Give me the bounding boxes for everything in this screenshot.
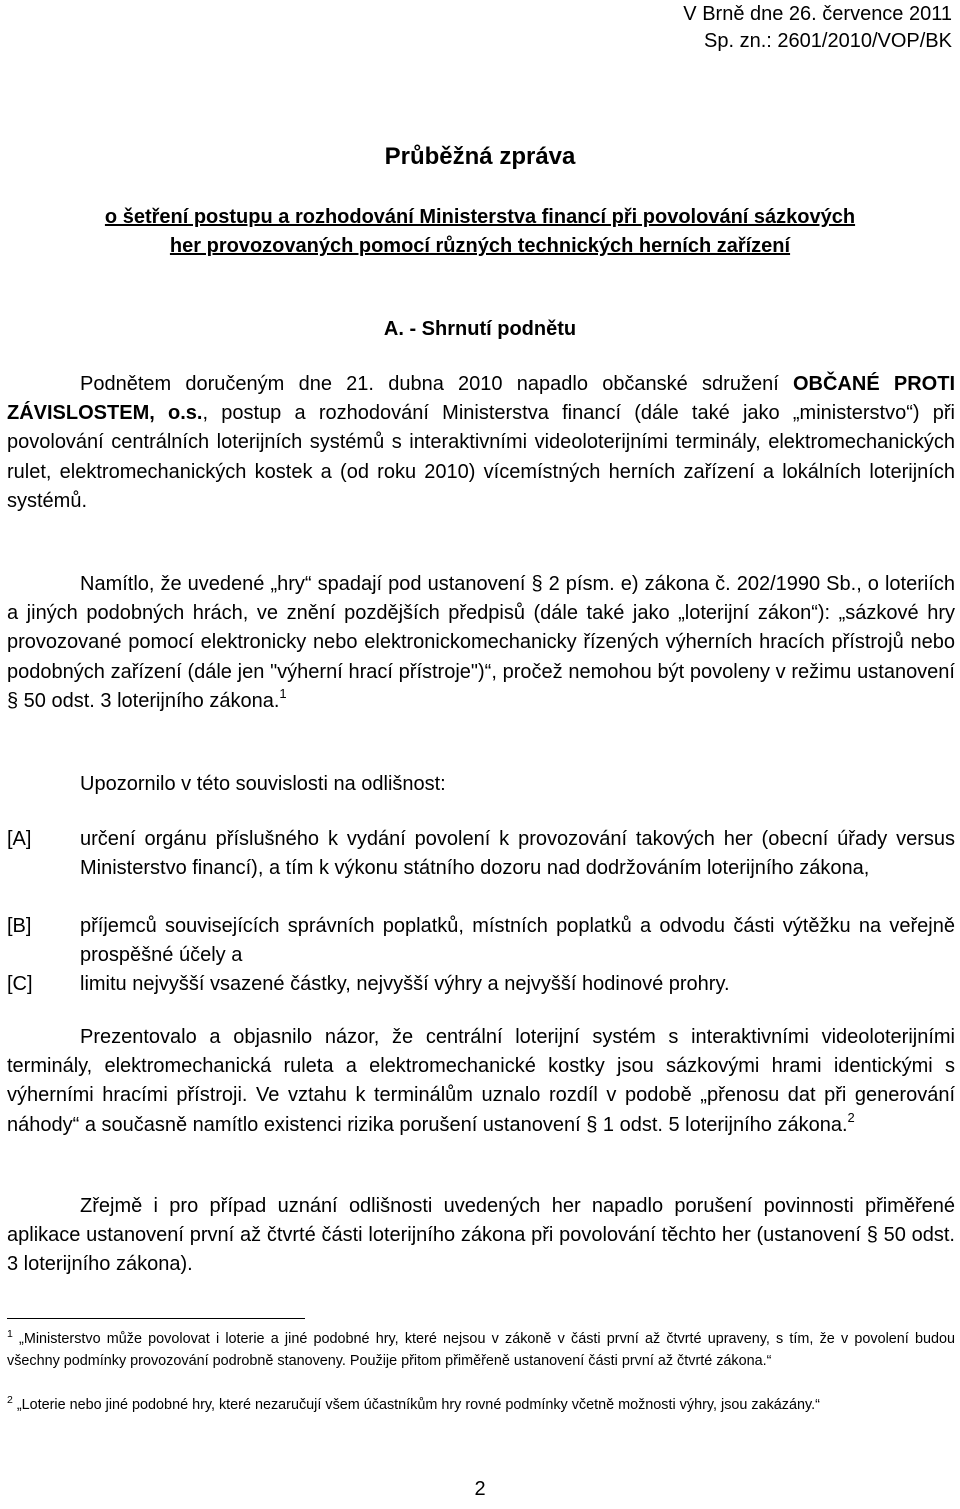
paragraph-5 bbox=[7, 1192, 955, 1280]
paragraph-1-rest: , postup a rozhodování Ministerstva financí (dále také jako „ministerstvo“) při povolování centrálních loterijních systémů s interaktivními videoloterijními terminály, elektromechanických rulet, elektromechanických kostek a (od roku 2010) vícemístných herních zařízení a lokálních loterijních systémů. bbox=[7, 402, 955, 512]
paragraph-2-text: Namítlo, že uvedené „hry“ spadají pod ustanovení § 2 písm. e) zákona č. 202/1990 Sb., o loteriích a jiných podobných hrách, ve znění pozdějších předpisů (dále také jako „loterijní zákon“): „sázkové hry provozované pomocí elektronicky nebo elektronickomechanicky řízených výherních hracích přístrojů nebo podobných zařízení (dále jen "výherní hrací přístroje")“, pročež nemohou být povoleny v režimu ustanovení § 50 odst. 3 loterijního zákona. bbox=[7, 573, 955, 712]
paragraph-3-text: Upozornilo v této souvislosti na odlišnost: bbox=[80, 773, 446, 795]
paragraph-4 bbox=[7, 1023, 955, 1140]
footnote-ref-1: 1 bbox=[279, 685, 287, 701]
paragraph-3 bbox=[7, 770, 955, 799]
footnote-1 bbox=[7, 1329, 955, 1372]
paragraph-5-text: Zřejmě i pro případ uznání odlišnosti uvedených her napadlo porušení povinnosti přiměřené aplikace ustanovení první až čtvrté části loterijního zákona při povolování těchto her (ustanovení § 50 odst. 3 loterijního zákona). bbox=[7, 1195, 955, 1276]
footnote-number: 2 bbox=[7, 1394, 13, 1406]
paragraph-4-text: Prezentovalo a objasnilo názor, že centrální loterijní systém s interaktivními videoloterijními terminály, elektromechanická ruleta a elektromechanické kostky jsou sázkovými hrami identickými s výherními hracími přístroji. Ve vztahu k terminálům uznalo rozdíl v podobě „přenosu dat při generování náhody“ a současně namítlo existenci rizika porušení ustanovení § 1 odst. 5 loterijního zákona. bbox=[7, 1026, 955, 1136]
paragraph-1 bbox=[7, 370, 955, 516]
list-item-label: [A] bbox=[7, 828, 32, 850]
report-subtitle-line1: o šetření postupu a rozhodování Ministerstva financí při povolování sázkových bbox=[104, 206, 856, 228]
place-date: V Brně dne 26. července 2011 bbox=[683, 3, 952, 25]
footnote-separator bbox=[7, 1318, 305, 1319]
list-item-text: limitu nejvyšší vsazené částky, nejvyšší výhry a nejvyšší hodinové prohry. bbox=[80, 973, 730, 995]
footnote-ref-2: 2 bbox=[847, 1109, 855, 1125]
footnote-number: 1 bbox=[7, 1328, 13, 1340]
section-a-heading: A. - Shrnutí podnětu bbox=[383, 318, 577, 340]
list-item-text: příjemců souvisejících správních poplatků, místních poplatků a odvodu části výtěžku na veřejně prospěšné účely a bbox=[80, 915, 955, 966]
report-subtitle-line2: her provozovaných pomocí různých technických herních zařízení bbox=[169, 235, 791, 257]
list-item-text: určení orgánu příslušného k vydání povolení k provozování takových her (obecní úřady versus Ministerstvo financí), a tím k výkonu státního dozoru nad dodržováním loterijního zákona, bbox=[80, 828, 955, 879]
footnote-text: „Loterie nebo jiné podobné hry, které nezaručují všem účastníkům hry rovné podmínky včetně možnosti výhry, jsou zakázány.“ bbox=[16, 1397, 820, 1413]
list-item-label: [B] bbox=[7, 915, 32, 937]
paragraph-2 bbox=[7, 570, 955, 716]
list-item-label: [C] bbox=[7, 973, 33, 995]
association-name: OBČANÉ PROTI ZÁVISLOSTEM, o.s. bbox=[7, 373, 955, 425]
paragraph-1-start: Podnětem doručeným dne 21. dubna 2010 napadlo občanské sdružení bbox=[80, 373, 793, 395]
footnote-2 bbox=[7, 1395, 955, 1417]
report-title: Průběžná zpráva bbox=[384, 143, 576, 170]
reference-number: Sp. zn.: 2601/2010/VOP/BK bbox=[704, 30, 952, 52]
footnote-text: „Ministerstvo může povolovat i loterie a jiné podobné hry, které nejsou v zákoně v části první až čtvrté upraveny, s tím, že v povolení budou všechny podmínky provozování podrobně stanoveny. Použije přitom přiměřeně ustanovení části první až čtvrté zákona.“ bbox=[7, 1331, 955, 1369]
page-number: 2 bbox=[474, 1478, 486, 1500]
